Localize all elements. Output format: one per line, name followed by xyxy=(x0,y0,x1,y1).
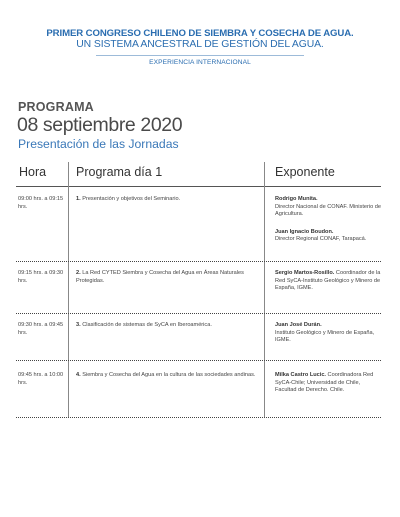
speaker-name: Milka Castro Lucic. xyxy=(275,372,326,378)
table-row xyxy=(16,314,381,361)
column-header-programa: Programa día 1 xyxy=(76,165,163,179)
time-cell: 09:15 hrs. a 09:30 hrs. xyxy=(18,270,64,284)
speaker-role: Coordinador de la Red SyCA-Instituto Geológico y Minero de España, IGME. xyxy=(275,270,381,291)
header-divider xyxy=(96,55,304,56)
program-cell xyxy=(76,372,256,380)
table-row xyxy=(16,262,381,314)
column-header-exponente: Exponente xyxy=(275,165,335,179)
item-text: Presentación y objetivos del Seminario. xyxy=(80,196,181,202)
speaker-cell xyxy=(275,196,381,244)
congress-subtitle: UN SISTEMA ANCESTRAL DE GESTIÓN DEL AGUA. xyxy=(76,39,324,50)
item-text: Siembra y Cosecha del Agua en la cultura de las sociedades andinas. xyxy=(80,372,256,378)
programa-date: 08 septiembre 2020 xyxy=(17,114,183,136)
programa-subtitle: Presentación de las Jornadas xyxy=(18,137,179,151)
column-header-hora: Hora xyxy=(19,165,47,179)
speaker-cell xyxy=(275,372,381,395)
item-number: 4. xyxy=(76,372,81,378)
speaker-role: Instituto Geológico y Minero de España, IGME. xyxy=(275,329,375,343)
item-text: La Red CYTED Siembra y Cosecha del Agua en Áreas Naturales Protegidas. xyxy=(76,270,244,284)
time-cell: 09:00 hrs. a 09:15 hrs. xyxy=(18,196,64,210)
programa-label: PROGRAMA xyxy=(18,100,94,114)
item-number: 2. xyxy=(76,270,81,276)
speaker-cell xyxy=(275,322,381,345)
document-header xyxy=(0,28,400,66)
congress-title: PRIMER CONGRESO CHILENO DE SIEMBRA Y COSECHA DE AGUA. xyxy=(46,28,354,39)
speaker-role: Director Nacional de CONAF. Ministerio de Agricultura. xyxy=(275,203,382,217)
table-row xyxy=(16,361,381,418)
time-cell: 09:45 hrs. a 10:00 hrs. xyxy=(18,372,64,386)
speaker-cell xyxy=(275,270,381,293)
schedule-table-header xyxy=(16,162,381,187)
program-cell xyxy=(76,270,256,285)
speaker-role: Director Regional CONAF, Tarapacá. xyxy=(275,236,367,242)
program-cell xyxy=(76,322,256,330)
speaker-name: Rodrigo Munita. xyxy=(275,196,318,202)
table-row xyxy=(16,187,381,262)
congress-tagline: EXPERIENCIA INTERNACIONAL xyxy=(149,59,251,66)
item-number: 3. xyxy=(76,322,81,328)
speaker-name: Juan José Durán. xyxy=(275,322,322,328)
time-cell: 09:30 hrs. a 09:45 hrs. xyxy=(18,322,64,336)
speaker-role: Coordinadora Red SyCA-Chile; Universidad de Chile, Facultad de Derecho. Chile. xyxy=(275,372,374,393)
item-number: 1. xyxy=(76,196,81,202)
speaker-name: Sergio Martos-Rosillo. xyxy=(275,270,335,276)
item-text: Clasificación de sistemas de SyCA en Iberoamérica. xyxy=(80,322,212,328)
program-cell xyxy=(76,196,256,204)
speaker-name: Juan Ignacio Boudon. xyxy=(275,228,334,235)
